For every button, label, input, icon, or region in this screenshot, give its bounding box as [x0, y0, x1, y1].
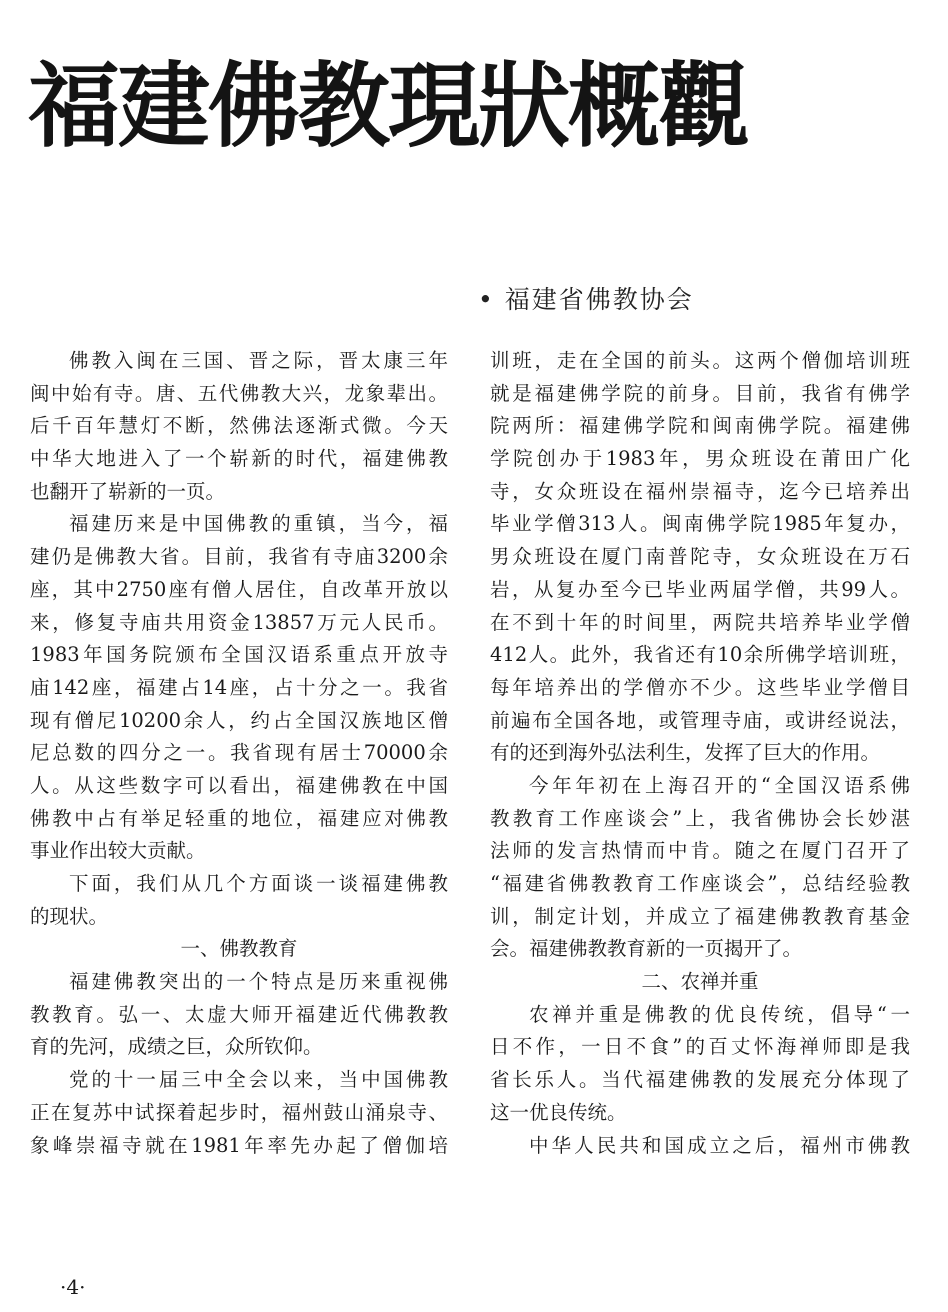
text-line: 院两所：福建佛学院和闽南佛学院。福建佛	[490, 414, 910, 438]
text-line: 事业作出较大贡献。	[30, 839, 206, 863]
text-line: 后千百年慧灯不断，然佛法逐渐式微。今天	[30, 414, 448, 438]
page-title: 福建佛教現狀概觀	[28, 53, 749, 160]
text-line: 这一优良传统。	[490, 1100, 627, 1124]
text-line: 中华大地进入了一个崭新的时代，福建佛教	[30, 447, 448, 471]
text-line: 来，修复寺庙共用资金13857万元人民币。	[30, 610, 448, 634]
text-line: 党的十一届三中全会以来，当中国佛教	[69, 1068, 448, 1092]
org-heading: • 福建省佛教协会	[478, 285, 694, 314]
text-line: 福建佛教突出的一个特点是历来重视佛	[69, 970, 448, 994]
text-line: “福建省佛教教育工作座谈会”，总结经验教	[490, 872, 910, 895]
text-line: 现有僧尼10200余人，约占全国汉族地区僧	[30, 708, 448, 732]
text-line: 佛教入闽在三国、晋之际，晋太康三年	[69, 349, 448, 372]
text-line: 训班，走在全国的前头。这两个僧伽培训班	[490, 349, 910, 372]
text-line: 前遍布全国各地，或管理寺庙，或讲经说法，	[490, 708, 910, 732]
section-heading: 二、农禅并重	[641, 970, 759, 994]
text-line: 佛教中占有举足轻重的地位，福建应对佛教	[30, 806, 448, 830]
text-line: 会。福建佛教教育新的一页揭开了。	[490, 937, 803, 961]
text-line: 农禅并重是佛教的优良传统，倡导“一	[529, 1002, 910, 1026]
section-heading: 一、佛教教育	[180, 937, 298, 961]
text-line: 教教育。弘一、太虚大师开福建近代佛教教	[30, 1002, 448, 1026]
text-line: 寺，女众班设在福州崇福寺，迄今已培养出	[490, 479, 910, 503]
text-line: 学院创办于1983年，男众班设在莆田广化	[490, 447, 910, 471]
text-line: 福建历来是中国佛教的重镇，当今，福	[69, 512, 448, 536]
text-line: 正在复苏中试探着起步时，福州鼓山涌泉寺、	[30, 1100, 448, 1124]
text-line: 建仍是佛教大省。目前，我省有寺庙3200余	[30, 545, 448, 569]
page-number: ·4·	[60, 1275, 86, 1299]
text-line: 省长乐人。当代福建佛教的发展充分体现了	[490, 1068, 910, 1092]
text-line: 尼总数的四分之一。我省现有居士70000余	[30, 741, 448, 765]
text-line: 的现状。	[30, 904, 109, 928]
left-text-column	[30, 345, 448, 1275]
right-text-column	[490, 345, 910, 1275]
text-line: 象峰崇福寺就在1981年率先办起了僧伽培	[30, 1133, 448, 1157]
text-line: 闽中始有寺。唐、五代佛教大兴，龙象辈出。	[30, 381, 448, 405]
text-line: 座，其中2750座有僧人居住，自改革开放以	[30, 577, 448, 601]
text-line: 法师的发言热情而中肯。随之在厦门召开了	[490, 839, 910, 863]
text-line: 人。从这些数字可以看出，福建佛教在中国	[30, 773, 448, 797]
text-line: 就是福建佛学院的前身。目前，我省有佛学	[490, 381, 910, 405]
text-line: 庙142座，福建占14座，占十分之一。我省	[30, 675, 448, 699]
text-line: 训，制定计划，并成立了福建佛教教育基金	[490, 904, 910, 928]
text-line: 每年培养出的学僧亦不少。这些毕业学僧目	[490, 675, 910, 699]
text-line: 412人。此外，我省还有10余所佛学培训班，	[490, 643, 910, 667]
text-line: 毕业学僧313人。闽南佛学院1985年复办，	[490, 512, 910, 536]
text-line: 日不作，一日不食”的百丈怀海禅师即是我	[490, 1035, 910, 1059]
text-line: 中华人民共和国成立之后，福州市佛教	[529, 1133, 910, 1157]
text-line: 有的还到海外弘法利生，发挥了巨大的作用。	[490, 741, 881, 765]
text-line: 1983年国务院颁布全国汉语系重点开放寺	[30, 643, 448, 667]
text-line: 男众班设在厦门南普陀寺，女众班设在万石	[490, 545, 910, 569]
text-line: 岩，从复办至今已毕业两届学僧，共99人。	[490, 577, 910, 601]
text-line: 今年年初在上海召开的“全国汉语系佛	[529, 773, 910, 797]
text-line: 育的先河，成绩之巨，众所钦仰。	[30, 1035, 323, 1059]
text-line: 教教育工作座谈会”上，我省佛协会长妙湛	[490, 806, 910, 830]
text-line: 在不到十年的时间里，两院共培养毕业学僧	[490, 610, 910, 634]
text-line: 也翻开了崭新的一页。	[30, 479, 226, 503]
text-line: 下面，我们从几个方面谈一谈福建佛教	[69, 872, 448, 895]
